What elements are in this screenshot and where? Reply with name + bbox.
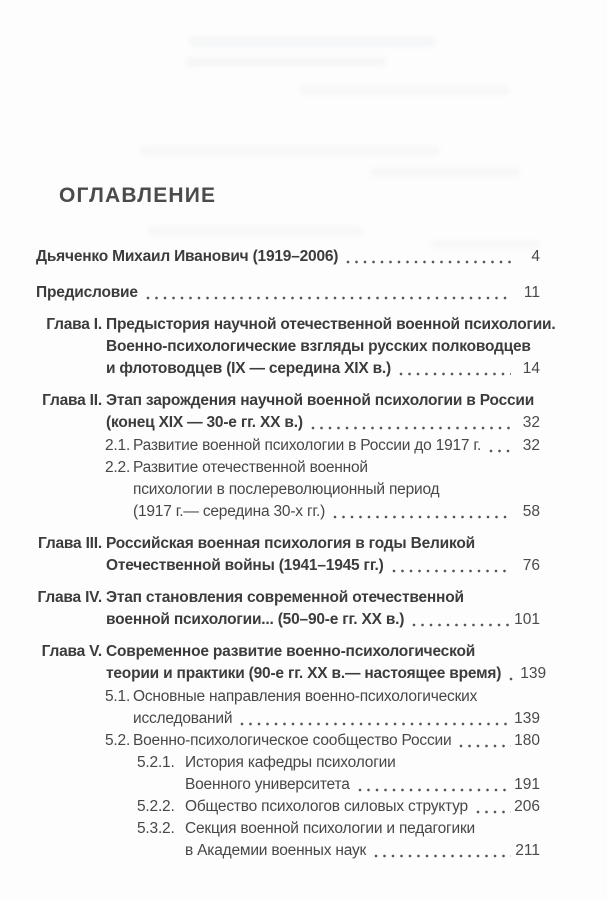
- dot-leader: [392, 568, 511, 574]
- dot-leader: [374, 853, 511, 859]
- toc-entry: [36, 390, 540, 434]
- toc-entry-line: [36, 282, 540, 304]
- toc-entry-text: [106, 587, 540, 631]
- toc-entry-line: Секция военной психологии и педагогики: [185, 820, 475, 837]
- bleed-through-artifact: [300, 86, 510, 95]
- toc-entry-line-text: военной психологии... (50–90-е гг. XX в.): [106, 611, 405, 628]
- dot-leader: [399, 371, 511, 377]
- toc-page-number: 11: [523, 284, 540, 301]
- toc-entry-label: 2.2.: [105, 459, 131, 476]
- dot-leader: [509, 676, 517, 682]
- bleed-through-artifact: [140, 146, 440, 156]
- toc-entry-label: 2.1.: [105, 437, 131, 454]
- toc-page-number: 139: [514, 710, 540, 727]
- toc-entry: [36, 686, 540, 730]
- dot-leader: [240, 721, 511, 727]
- toc-page-number: 14: [522, 360, 540, 377]
- toc-entry-label: 5.2.1.: [137, 754, 175, 771]
- toc-entry-line: [185, 796, 540, 818]
- toc-entry-label: 5.1.: [105, 688, 131, 705]
- toc-entry-line: [133, 435, 540, 457]
- bleed-through-artifact: [190, 36, 435, 47]
- toc-page-number: 58: [522, 503, 540, 520]
- toc-entry-line: [106, 609, 540, 631]
- toc-entry-line: [133, 730, 540, 752]
- toc-entry-line-text: теории и практики (90-е гг. XX в.— настоящее время): [106, 665, 502, 682]
- dot-leader: [311, 425, 511, 431]
- toc-entry-text: [185, 752, 540, 796]
- dot-leader: [346, 259, 511, 265]
- toc-entry-line: психологии в послереволюционный период: [133, 481, 440, 498]
- toc-entry-text: [36, 282, 540, 304]
- toc-entry-line: Этап становления современной отечественной: [106, 589, 464, 606]
- dot-leader: [476, 809, 511, 815]
- toc-entry-line-text: Отечественной войны (1941–1945 гг.): [106, 557, 384, 574]
- toc-entry-label: 5.2.: [105, 732, 131, 749]
- toc-entry-line: [106, 663, 547, 685]
- toc-entry-label: 5.2.2.: [137, 798, 175, 815]
- toc-entry-text: [133, 457, 540, 523]
- toc-entry-line: Основные направления военно-психологических: [133, 688, 478, 705]
- toc-entry: [36, 818, 540, 862]
- toc-entry: [36, 752, 540, 796]
- toc-entry-line-text: в Академии военных наук: [185, 842, 367, 859]
- toc-entry-line-text: (конец XIX — 30-е гг. XX в.): [106, 414, 303, 431]
- toc-entry-line: Российская военная психология в годы Великой: [106, 535, 475, 552]
- toc-entry-text: [133, 435, 540, 457]
- toc-page-number: 4: [531, 248, 540, 265]
- dot-leader: [412, 622, 511, 628]
- toc-entry-line: [106, 358, 540, 380]
- toc-page-number: 32: [522, 437, 540, 454]
- toc-page-number: 76: [522, 557, 540, 574]
- toc-page-number: 101: [514, 611, 540, 628]
- toc-entry-label: Глава II.: [42, 392, 102, 409]
- toc-entry-line: [106, 412, 540, 434]
- toc-entry-label: Глава III.: [38, 535, 102, 552]
- toc-entry: [36, 587, 540, 631]
- toc-entry-line-text: Военного университета: [185, 776, 350, 793]
- toc-entry-line: Современное развитие военно-психологической: [106, 643, 476, 660]
- toc-entry: [36, 282, 540, 304]
- toc-entry-text: [106, 314, 556, 380]
- toc-entry-text: [106, 641, 547, 685]
- toc-entry-line: [36, 246, 540, 268]
- toc-entry: [36, 730, 540, 752]
- page-title: ОГЛАВЛЕНИЕ: [59, 184, 217, 207]
- toc-entry-line-text: Предисловие: [36, 284, 138, 301]
- toc-entry-label: Глава I.: [46, 316, 102, 333]
- toc-entry-text: [185, 796, 540, 818]
- dot-leader: [489, 448, 511, 454]
- toc-entry-text: [36, 246, 540, 268]
- toc-entry-line-text: исследований: [133, 710, 233, 727]
- toc-entry-line: [185, 840, 540, 862]
- toc-entry-line: Этап зарождения научной военной психологии в России: [106, 392, 535, 409]
- toc-entry-line: Военно-психологические взгляды русских полководцев: [106, 338, 531, 355]
- toc-entry-line-text: Военно-психологическое сообщество России: [133, 732, 452, 749]
- toc-entry-line-text: (1917 г.— середина 30-х гг.): [133, 503, 326, 520]
- toc-entry-line-text: и флотоводцев (IX — середина XIX в.): [106, 360, 391, 377]
- toc-entry: [36, 457, 540, 523]
- toc-page-number: 191: [514, 776, 540, 793]
- dot-leader: [358, 787, 511, 793]
- toc-entry-text: [185, 818, 540, 862]
- toc-entry-line-text: Дьяченко Михаил Иванович (1919–2006): [36, 248, 339, 265]
- toc-entry-line: [133, 501, 540, 523]
- toc-entry-text: [106, 533, 540, 577]
- toc-entry-line-text: Общество психологов силовых структур: [185, 798, 468, 815]
- bleed-through-artifact: [148, 226, 363, 236]
- toc-entry-line: [185, 774, 540, 796]
- toc-page-number: 211: [515, 842, 540, 859]
- toc-entry: [36, 314, 556, 380]
- toc-page-number: 206: [514, 798, 540, 815]
- toc-entries: [36, 246, 556, 862]
- toc-entry: [36, 796, 540, 818]
- toc-entry: [36, 246, 540, 268]
- toc-entry: [36, 641, 547, 685]
- toc-entry-text: [133, 686, 540, 730]
- toc-entry-label: 5.3.2.: [137, 820, 175, 837]
- toc-entry-text: [106, 390, 540, 434]
- toc-entry-line: Развитие отечественной военной: [133, 459, 368, 476]
- toc-page-number: 32: [522, 414, 540, 431]
- toc-entry-line: Предыстория научной отечественной военной психологии.: [106, 316, 556, 333]
- toc-entry: [36, 533, 540, 577]
- toc-entry-text: [133, 730, 540, 752]
- toc-entry-label: Глава V.: [41, 643, 102, 660]
- toc-page-number: 139: [520, 665, 547, 682]
- toc-entry-label: Глава IV.: [37, 589, 102, 606]
- bleed-through-artifact: [370, 168, 520, 177]
- bleed-through-artifact: [186, 57, 386, 67]
- toc-entry-line: История кафедры психологии: [185, 754, 396, 771]
- dot-leader: [459, 743, 511, 749]
- toc-page-number: 180: [514, 732, 540, 749]
- toc-entry-line: [106, 555, 540, 577]
- toc-entry-line-text: Развитие военной психологии в России до 1917 г.: [133, 437, 482, 454]
- toc-entry: [36, 435, 540, 457]
- dot-leader: [146, 295, 511, 301]
- toc-entry-line: [133, 708, 540, 730]
- dot-leader: [333, 514, 511, 520]
